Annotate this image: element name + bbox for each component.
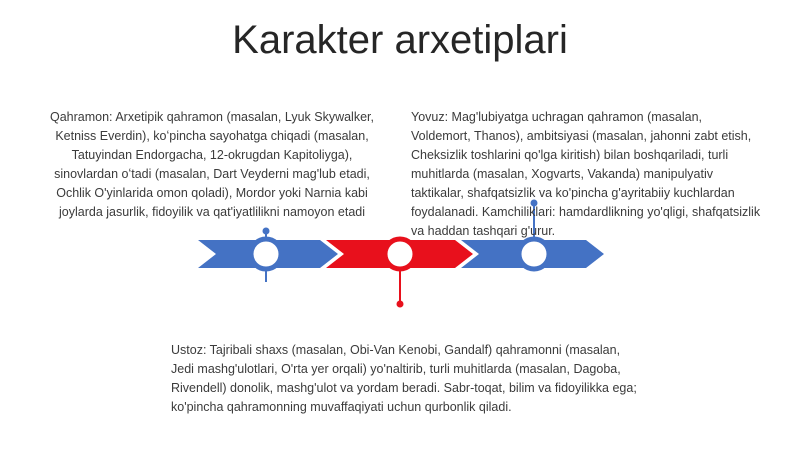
mentor-connector-dot [397, 301, 404, 308]
mentor-description: Ustoz: Tajribali shaxs (masalan, Obi-Van Kenobi, Gandalf) qahramonni (masalan, Jedi mashg'ulotlari, O'rta yer orqali) yo'naltirib, turli muhitlarda (masalan, Dagoba, Rivendell) donolik, mashg'ulot va yordam beradi. Sabr-toqat, bilim va fidoyilikka ega; ko'pincha qahramonning muvaffaqiyati uchun qurbonlik qiladi. [171, 343, 637, 414]
hero-connector-dot [263, 228, 270, 235]
villain-description: Yovuz: Mag'lubiyatga uchragan qahramon (masalan, Voldemort, Thanos), ambitsiyasi (masalan, jahonni zabt etish, Cheksizlik toshlarini qo'lga kiritish) bilan boshqariladi, turli muhitlarda (masalan, Xogvarts, Vakanda) manipulyativ taktikalar, shafqatsizlik va ko'pincha g'ayritabiiy kuchlardan foydalanadi. Kamchiliklari: hamdardlikning yo'qligi, shafqatsizlik va haddan tashqari g'urur. [411, 110, 761, 238]
villain-marker [519, 239, 549, 269]
slide-title: Karakter arxetiplari [232, 18, 568, 62]
hero-description: Qahramon: Arxetipik qahramon (masalan, Lyuk Skywalker, Ketniss Everdin), koʻpincha sayohatga chiqadi (masalan, Tatuyindan Endorgacha, 12-okrugdan Kapitoliyga), sinovlardan oʻtadi (masalan, Dart Veyderni mag'lub etadi, Ochlik O'yinlarida omon qoladi), Mordor yoki Narnia kabi joylarda jasurlik, fidoyilik va qat'iyatlilikni namoyon etadi [50, 110, 374, 219]
mentor-marker [385, 239, 415, 269]
hero-marker [251, 239, 281, 269]
